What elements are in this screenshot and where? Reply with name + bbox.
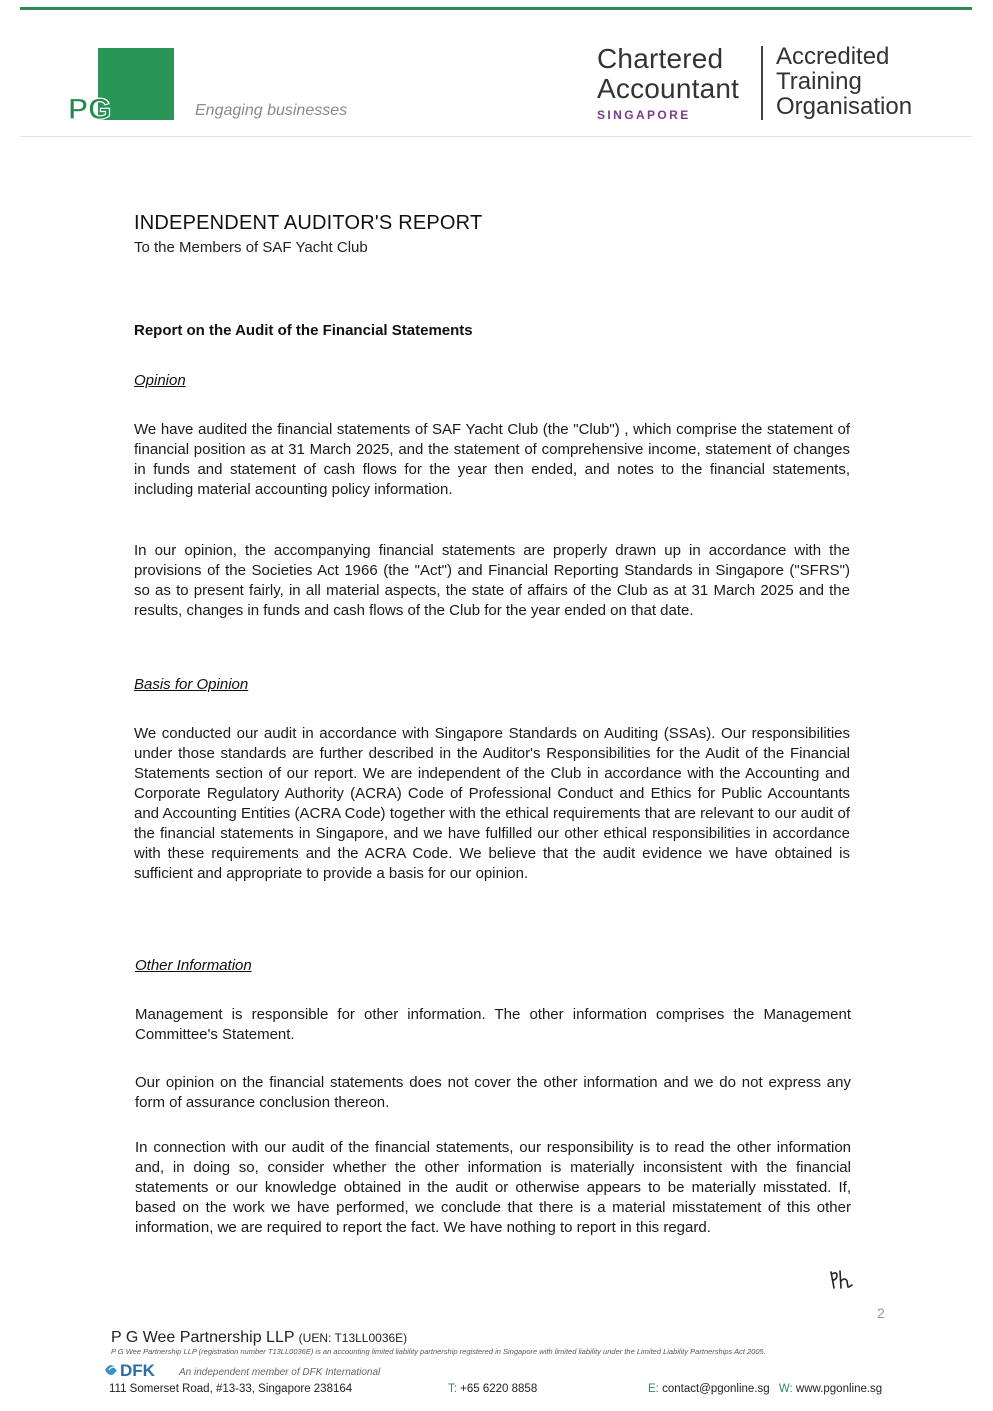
dfk-logo: [103, 1358, 173, 1382]
footer-address: 111 Somerset Road, #13-33, Singapore 238164: [109, 1383, 353, 1395]
footer-phone: [448, 1383, 537, 1395]
initials-signature: [828, 1268, 854, 1292]
firm-name: [111, 1329, 407, 1347]
other-info-heading: Other Information: [135, 957, 252, 974]
dfk-note: An independent member of DFK International: [179, 1367, 381, 1378]
email-link[interactable]: contact@pgonline.sg: [662, 1383, 770, 1395]
ato-logo: [776, 44, 912, 119]
basis-heading: Basis for Opinion: [134, 676, 249, 693]
ato-line3: Organisation: [776, 93, 913, 120]
opinion-paragraph-2: In our opinion, the accompanying financial statements are properly drawn up in accordance with the provisions of the Societies Act 1966 (the "Act") and Financial Reporting Standards in Singapore ("SFRS") so as to present fairly, in all material aspects, the state of affairs of the Club as at 31 March 2025 and the results, changes in funds and cash flows of the Club for the year ended on that date.: [134, 542, 850, 619]
ca-logo: [597, 44, 739, 122]
footer-email: [648, 1383, 882, 1395]
firm-uen: (UEN: T13LL0036E): [298, 1331, 408, 1345]
tagline: Engaging businesses: [195, 102, 348, 119]
firm-name-text: P G Wee Partnership LLP: [111, 1329, 295, 1346]
report-title: INDEPENDENT AUDITOR'S REPORT: [134, 212, 483, 234]
report-subtitle: To the Members of SAF Yacht Club: [134, 239, 368, 256]
dfk-logo-text: DFK: [120, 1361, 155, 1380]
section-heading: Report on the Audit of the Financial Statements: [134, 322, 473, 339]
logo-divider: [761, 46, 763, 120]
other-info-paragraph-3: In connection with our audit of the financial statements, our responsibility is to read the other information and, in doing so, consider whether the other information is materially inconsistent with the financial statements or our knowledge obtained in the audit or otherwise appears to be materially misstated. If, based on the work we have performed, we conclude that there is a material misstatement of this other information, we are required to report the fact. We have nothing to report in this regard.: [135, 1139, 851, 1236]
basis-paragraph: We conducted our audit in accordance with Singapore Standards on Auditing (SSAs). Our responsibilities under those standards are further described in the Auditor's Responsibilities for the Audit of the Financial Statements section of our report. We are independent of the Club in accordance with the Accounting and Corporate Regulatory Authority (ACRA) Code of Professional Conduct and Ethics for Public Accountants and Accounting Entities (ACRA Code) together with the ethical requirements that are relevant to our audit of the financial statements in Singapore, and we have fulfilled our other ethical responsibilities in accordance with these requirements and the ACRA Code. We believe that the audit evidence we have obtained is sufficient and appropriate to provide a basis for our opinion.: [134, 725, 850, 882]
ca-line2: Accountant: [597, 73, 740, 104]
page-number: 2: [877, 1305, 885, 1321]
ca-country: SINGAPORE: [597, 108, 691, 122]
phone-label: T:: [448, 1383, 457, 1395]
top-rule: [20, 7, 972, 10]
web-label: W:: [778, 1383, 793, 1395]
ato-line2: Training: [776, 68, 862, 95]
opinion-paragraph-1: We have audited the financial statements of SAF Yacht Club (the "Club") , which comprise the statement of financial position as at 31 March 2025, and the statement of comprehensive income, statement of changes in funds and statement of cash flows for the year then ended, and notes to the financial statements, including material accounting policy information.: [134, 421, 850, 498]
pg-logo: [66, 46, 176, 122]
web-link[interactable]: www.pgonline.sg: [795, 1383, 883, 1395]
ato-line1: Accredited: [776, 43, 890, 70]
email-label: E:: [648, 1383, 659, 1395]
legal-note: P G Wee Partnership LLP (registration number T13LL0036E) is an accounting limited liability partnership registered in Singapore with limited liability under the Limited Liability Partnerships Act 2005.: [111, 1347, 766, 1356]
ca-line1: Chartered: [597, 43, 724, 74]
opinion-heading: Opinion: [134, 372, 186, 389]
phone-value: +65 6220 8858: [460, 1383, 538, 1395]
pg-logo-text: PG: [68, 93, 112, 122]
header-rule: [20, 136, 972, 137]
other-info-paragraph-1: Management is responsible for other information. The other information comprises the Management Committee's Statement.: [135, 1006, 851, 1043]
other-info-paragraph-2: Our opinion on the financial statements does not cover the other information and we do not express any form of assurance conclusion thereon.: [135, 1074, 851, 1111]
